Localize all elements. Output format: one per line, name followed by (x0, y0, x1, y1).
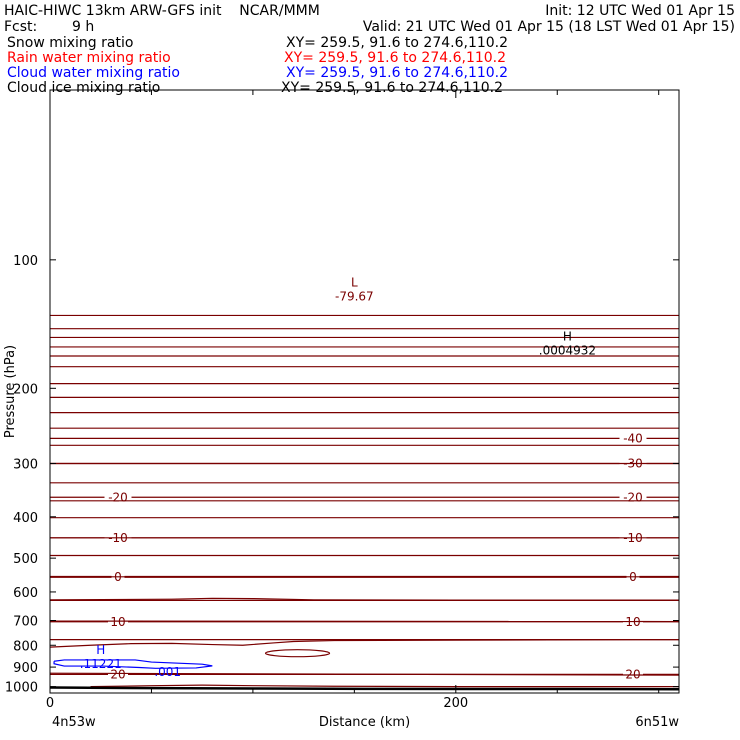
y-tick-label: 200 (13, 382, 38, 398)
forecast-label: Fcst: (4, 19, 38, 35)
axes-layer (3, 90, 679, 730)
valid-time: Valid: 21 UTC Wed 01 Apr 15 (18 LST Wed 01 Apr 15) (362, 19, 735, 35)
y-tick-label: 900 (13, 661, 38, 677)
isotherm-wave-line (50, 598, 679, 600)
field-cloudwater-xy: XY= 259.5, 91.6 to 274.6,110.2 (286, 65, 509, 81)
y-axis-title: Pressure (hPa) (3, 344, 18, 439)
field-rain-name: Rain water mixing ratio (7, 50, 171, 66)
field-cloudice-xy: XY= 259.5, 91.6 to 274.6,110.2 (281, 80, 504, 96)
cloud-water-contour (54, 660, 212, 668)
isotherm-bump-line (91, 685, 679, 686)
isotherm-label: 20 (625, 667, 641, 682)
extremum-value: -79.67 (335, 289, 374, 304)
y-tick-label: 400 (13, 510, 38, 526)
isotherm-label: -10 (108, 530, 128, 545)
y-tick-label: 800 (13, 639, 38, 655)
isotherm-label: -20 (108, 490, 128, 505)
isotherm-label: 20 (110, 667, 126, 682)
isotherm-wavy-line (50, 640, 679, 647)
forecast-hour: 9 h (72, 19, 95, 35)
field-rain-xy: XY= 259.5, 91.6 to 274.6,110.2 (284, 50, 507, 66)
y-tick-label: 300 (13, 457, 38, 473)
field-snow-xy: XY= 259.5, 91.6 to 274.6,110.2 (286, 35, 509, 51)
extremum-letter: H (96, 643, 106, 658)
isotherm-label: 10 (625, 614, 641, 629)
closed-contour-ellipse (266, 650, 330, 657)
ground-line (50, 688, 679, 690)
extremum-letter: L (351, 275, 358, 290)
x-endpoint-left: 4n53w (52, 715, 96, 730)
isotherm-label: 0 (114, 569, 122, 584)
y-tick-label: 100 (13, 253, 38, 269)
field-snow-name: Snow mixing ratio (7, 35, 134, 51)
extremum-value: .11221 (79, 657, 122, 672)
isotherm-label: -40 (623, 431, 643, 446)
cloud-water-contour-label: .001 (154, 665, 182, 680)
y-tick-label: 700 (13, 614, 38, 630)
extremum-letter: H (562, 329, 572, 344)
init-time: Init: 12 UTC Wed 01 Apr 15 (545, 3, 735, 19)
y-tick-label: 1000 (4, 680, 38, 696)
extremum-value: .0004932 (538, 343, 597, 358)
x-tick-label: 200 (443, 696, 469, 711)
y-tick-label: 600 (13, 585, 38, 601)
plot-frame (50, 90, 679, 693)
field-cloudwater-name: Cloud water mixing ratio (7, 65, 180, 81)
isotherm-label: -10 (623, 530, 643, 545)
x-axis-title: Distance (km) (318, 715, 411, 730)
label-layer (80, 276, 643, 682)
x-endpoint-right: 6n51w (635, 715, 679, 730)
contour-layer (50, 315, 679, 689)
field-cloudice-name: Cloud ice mixing ratio (7, 80, 161, 96)
isotherm-label: 0 (629, 569, 637, 584)
y-tick-label: 500 (13, 552, 38, 568)
x-tick-label: 0 (45, 696, 55, 711)
isotherm-label: 10 (110, 614, 126, 629)
isotherm-label: -20 (623, 490, 643, 505)
model-title: HAIC-HIWC 13km ARW-GFS init NCAR/MMM (4, 3, 320, 19)
isotherm-label: -30 (623, 456, 643, 471)
